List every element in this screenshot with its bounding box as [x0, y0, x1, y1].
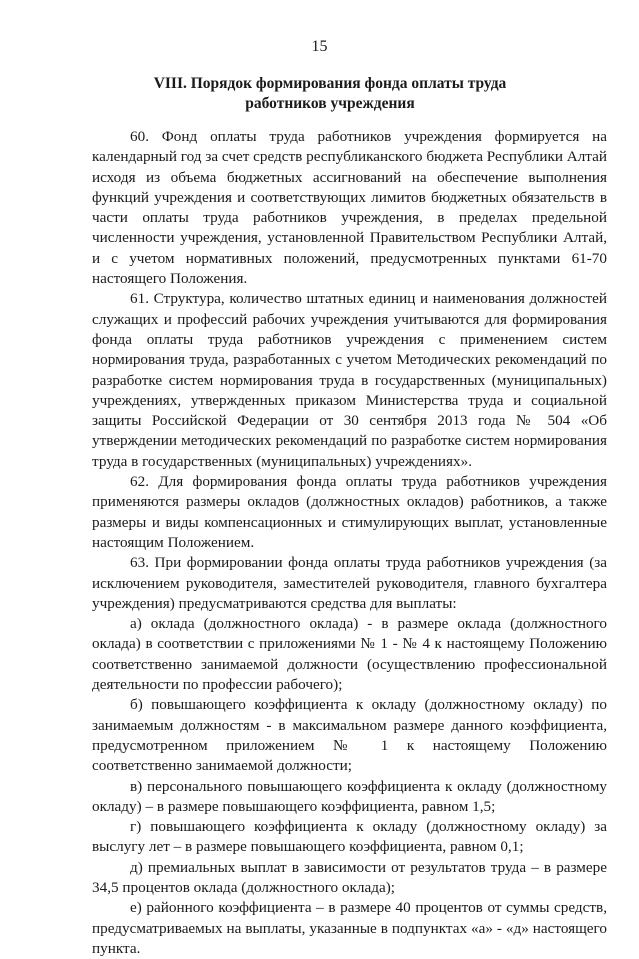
- list-item-e: е) районного коэффициента – в размере 40 процентов от суммы средств, предусматриваемых на выплаты, указанные в подпунктах «а» - «д» настоящего пункта.: [92, 899, 607, 957]
- list-item-b: б) повышающего коэффициента к окладу (должностному окладу) по занимаемым должностям - в максимальном размере данного коэффициента, предусмотренном приложением № 1 к настоящему Положению соответственно занимаемой должности;: [92, 696, 607, 775]
- list-item-g: г) повышающего коэффициента к окладу (должностному окладу) за выслугу лет – в размере повышающего коэффициента, равном 0,1;: [92, 818, 607, 856]
- paragraph-62: 62. Для формирования фонда оплаты труда работников учреждения применяются размеры окладов (должностных окладов) работников, а также размеры и виды компенсационных и стимулирующих выплат, установленные настоящим Положением.: [92, 473, 607, 551]
- list-item-d: д) премиальных выплат в зависимости от результатов труда – в размере 34,5 процентов оклада (должностного оклада);: [92, 858, 607, 896]
- paragraph-61: 61. Структура, количество штатных единиц и наименования должностей служащих и профессий рабочих учреждения учитываются для формирования фонда оплаты труда работников учреждения с применением систем нормирования труда, разработанных с учетом Методических рекомендаций по разработке систем нормирования труда в государственных (муниципальных) учреждениях, утвержденных приказом Министерства труда и социальной защиты Российской Федерации от 30 сентября 2013 года № 504 «Об утверждении методических рекомендаций по разработке систем нормирования труда в государственных (муниципальных) учреждениях».: [92, 290, 607, 470]
- document-body: [92, 127, 607, 959]
- page-number: 15: [311, 38, 328, 55]
- section-heading: VIII. Порядок формирования фонда оплаты труда работников учреждения: [153, 75, 507, 112]
- paragraph-63: 63. При формировании фонда оплаты труда работников учреждения (за исключением руководителя, заместителей руководителя, главного бухгалтера учреждения) предусматриваются средства для выплаты:: [92, 554, 607, 612]
- paragraph-60: 60. Фонд оплаты труда работников учреждения формируется на календарный год за счет средств республиканского бюджета Республики Алтай исходя из объема бюджетных ассигнований на обеспечение выполнения функций учреждения и соответствующих лимитов бюджетных обязательств в части оплаты труда работников учреждения, в пределах предельной численности учреждения, установленной Правительством Республики Алтай, и с учетом нормативных положений, предусмотренных пунктами 61-70 настоящего Положения.: [92, 128, 607, 288]
- list-item-v: в) персонального повышающего коэффициента к окладу (должностному окладу) – в размере повышающего коэффициента, равном 1,5;: [92, 777, 607, 815]
- list-item-a: а) оклада (должностного оклада) - в размере оклада (должностного оклада) в соответствии с приложениями № 1 - № 4 к настоящему Положению соответственно занимаемой должности (осуществлению профессиональной деятельности по профессии рабочего);: [92, 615, 607, 694]
